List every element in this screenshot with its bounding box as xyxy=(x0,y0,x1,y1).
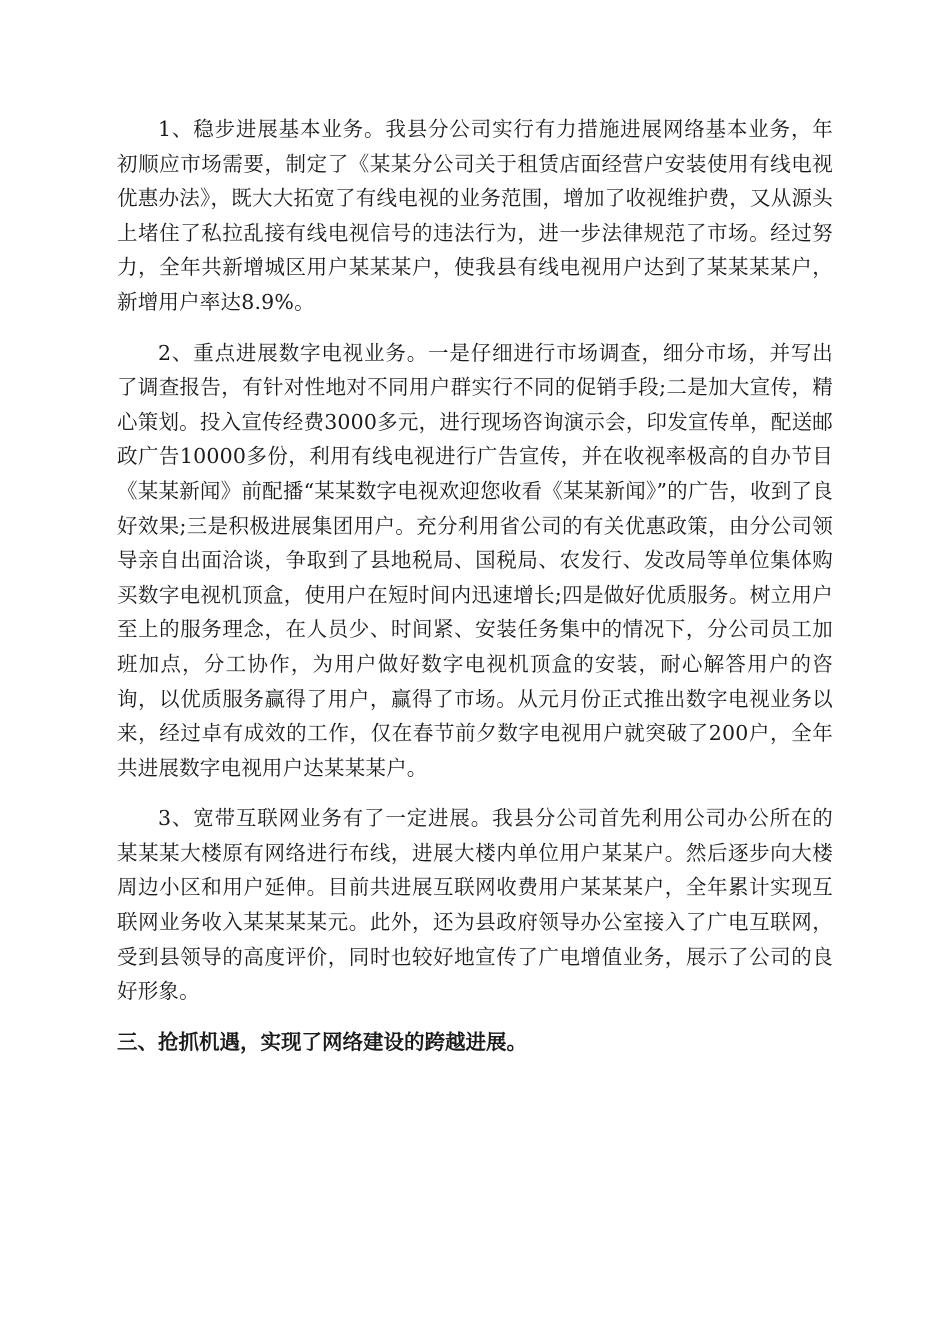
paragraph-digital-tv: 2、重点进展数字电视业务。一是仔细进行市场调查，细分市场，并写出了调查报告，有针对性地对不同用户群实行不同的促销手段;二是加大宣传，精心策划。投入宣传经费3000多元，进行现场咨询演示会，印发宣传单，配送邮政广告10000多份，利用有线电视进行广告宣传，并在收视率极高的自办节目《某某新闻》前配播“某某数字电视欢迎您收看《某某新闻》”的广告，收到了良好效果;三是积极进展集团用户。充分利用省公司的有关优惠政策，由分公司领导亲自出面洽谈，争取到了县地税局、国税局、农发行、发改局等单位集体购买数字电视机顶盒，使用户在短时间内迅速增长;四是做好优质服务。树立用户至上的服务理念，在人员少、时间紧、安装任务集中的情况下，分公司员工加班加点，分工协作，为用户做好数字电视机顶盒的安装，耐心解答用户的咨询，以优质服务赢得了用户，赢得了市场。从元月份正式推出数字电视业务以来，经过卓有成效的工作，仅在春节前夕数字电视用户就突破了200户，全年共进展数字电视用户达某某某户。 xyxy=(117,340,833,780)
paragraph-broadband: 3、宽带互联网业务有了一定进展。我县分公司首先利用公司办公所在的某某某大楼原有网络进行布线，进展大楼内单位用户某某户。然后逐步向大楼周边小区和用户延伸。目前共进展互联网收费用户某某某户，全年累计实现互联网业务收入某某某某元。此外，还为县政府领导办公室接入了广电互联网，受到县领导的高度评价，同时也较好地宣传了广电增值业务，展示了公司的良好形象。 xyxy=(117,806,833,1004)
document-page xyxy=(117,112,833,1059)
paragraph-basic-business: 1、稳步进展基本业务。我县分公司实行有力措施进展网络基本业务，年初顺应市场需要，制定了《某某分公司关于租赁店面经营户安装使用有线电视优惠办法》，既大大拓宽了有线电视的业务范围，增加了收视维护费，又从源头上堵住了私拉乱接有线电视信号的违法行为，进一步法律规范了市场。经过努力，全年共新增城区用户某某某户，使我县有线电视用户达到了某某某某户，新增用户率达8.9%。 xyxy=(117,117,833,314)
section-heading: 三、抢抓机遇，实现了网络建设的跨越进展。 xyxy=(117,1029,527,1054)
